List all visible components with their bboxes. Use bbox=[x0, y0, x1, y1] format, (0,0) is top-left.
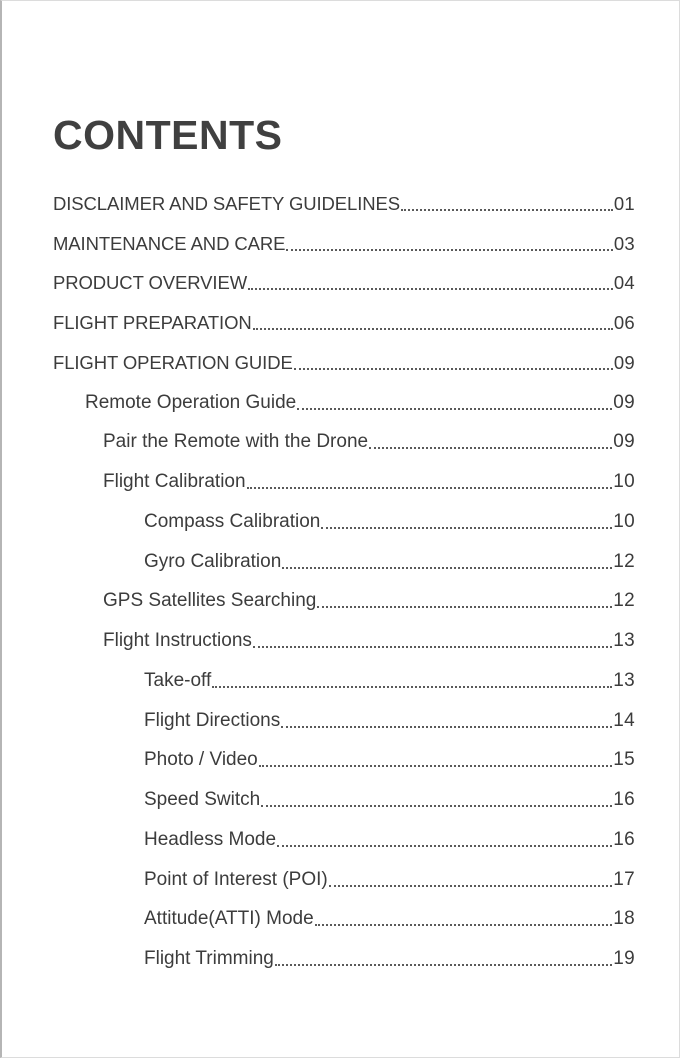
toc-entry[interactable] bbox=[2, 621, 680, 661]
toc-entry[interactable] bbox=[2, 542, 680, 582]
toc-entry-label: PRODUCT OVERVIEW bbox=[53, 272, 248, 294]
toc-entry-page-number: 01 bbox=[613, 192, 635, 214]
toc-entry[interactable] bbox=[2, 661, 680, 701]
toc-entry-label: DISCLAIMER AND SAFETY GUIDELINES bbox=[53, 192, 401, 214]
toc-entry[interactable] bbox=[2, 939, 680, 979]
dot-leader bbox=[247, 487, 613, 489]
dot-leader bbox=[315, 924, 613, 926]
toc-entry[interactable] bbox=[2, 224, 680, 264]
dot-leader bbox=[329, 885, 613, 887]
dot-leader bbox=[321, 527, 612, 529]
toc-entry-label: Photo / Video bbox=[144, 749, 258, 771]
toc-entry[interactable] bbox=[2, 303, 680, 343]
dot-leader bbox=[369, 447, 612, 449]
toc-entry-page-number: 15 bbox=[613, 749, 635, 771]
toc-entry-page-number: 18 bbox=[613, 908, 635, 930]
dot-leader bbox=[261, 805, 612, 807]
toc-entry-label: Flight Directions bbox=[144, 709, 281, 731]
toc-entry[interactable] bbox=[2, 860, 680, 900]
toc-entry-page-number: 19 bbox=[613, 948, 635, 970]
toc-entry-label: Speed Switch bbox=[144, 789, 261, 811]
dot-leader bbox=[401, 209, 613, 211]
dot-leader bbox=[286, 249, 612, 251]
toc-entry-label: Remote Operation Guide bbox=[85, 391, 297, 413]
toc-entry-page-number: 12 bbox=[613, 550, 635, 572]
toc-entry[interactable] bbox=[2, 343, 680, 383]
toc-entry-label: Point of Interest (POI) bbox=[144, 868, 328, 890]
toc-entry[interactable] bbox=[2, 820, 680, 860]
toc-entry-page-number: 04 bbox=[613, 272, 635, 294]
dot-leader bbox=[317, 606, 612, 608]
toc-entry-page-number: 09 bbox=[613, 391, 635, 413]
toc-entry[interactable] bbox=[2, 383, 680, 423]
toc-entry-label: Headless Mode bbox=[144, 828, 277, 850]
toc-entry[interactable] bbox=[2, 184, 680, 224]
toc-entry-label: Gyro Calibration bbox=[144, 550, 282, 572]
toc-entry[interactable] bbox=[2, 423, 680, 463]
toc-entry-label: Flight Calibration bbox=[103, 471, 246, 493]
table-of-contents bbox=[2, 184, 680, 979]
toc-entry-label: MAINTENANCE AND CARE bbox=[53, 232, 286, 254]
toc-entry-page-number: 06 bbox=[613, 312, 635, 334]
toc-entry-label: Flight Instructions bbox=[103, 630, 252, 652]
dot-leader bbox=[259, 765, 613, 767]
dot-leader bbox=[253, 328, 613, 330]
toc-entry-page-number: 10 bbox=[613, 471, 635, 493]
dot-leader bbox=[248, 288, 613, 290]
toc-entry-label: GPS Satellites Searching bbox=[103, 590, 317, 612]
dot-leader bbox=[294, 368, 613, 370]
dot-leader bbox=[277, 845, 612, 847]
dot-leader bbox=[212, 686, 612, 688]
toc-entry-page-number: 16 bbox=[613, 828, 635, 850]
toc-entry[interactable] bbox=[2, 502, 680, 542]
toc-entry-page-number: 09 bbox=[613, 431, 635, 453]
dot-leader bbox=[253, 646, 612, 648]
toc-entry-page-number: 16 bbox=[613, 789, 635, 811]
toc-entry[interactable] bbox=[2, 701, 680, 741]
toc-entry-page-number: 14 bbox=[613, 709, 635, 731]
toc-entry[interactable] bbox=[2, 462, 680, 502]
toc-entry-page-number: 12 bbox=[613, 590, 635, 612]
dot-leader bbox=[282, 567, 612, 569]
toc-entry-label: Take-off bbox=[144, 669, 212, 691]
dot-leader bbox=[275, 964, 612, 966]
contents-title: CONTENTS bbox=[53, 112, 283, 158]
toc-entry-page-number: 09 bbox=[613, 351, 635, 373]
toc-entry-page-number: 13 bbox=[613, 630, 635, 652]
toc-entry[interactable] bbox=[2, 582, 680, 622]
toc-entry-label: Attitude(ATTI) Mode bbox=[144, 908, 314, 930]
dot-leader bbox=[281, 726, 612, 728]
toc-entry-label: FLIGHT OPERATION GUIDE bbox=[53, 351, 293, 373]
toc-entry-page-number: 10 bbox=[613, 510, 635, 532]
toc-entry[interactable] bbox=[2, 741, 680, 781]
toc-entry[interactable] bbox=[2, 264, 680, 304]
toc-entry[interactable] bbox=[2, 900, 680, 940]
dot-leader bbox=[297, 408, 612, 410]
toc-entry-page-number: 13 bbox=[613, 669, 635, 691]
toc-entry-page-number: 03 bbox=[613, 232, 635, 254]
toc-entry-label: FLIGHT PREPARATION bbox=[53, 312, 252, 334]
toc-entry-label: Flight Trimming bbox=[144, 948, 274, 970]
toc-entry[interactable] bbox=[2, 780, 680, 820]
toc-entry-page-number: 17 bbox=[613, 868, 635, 890]
toc-entry-label: Pair the Remote with the Drone bbox=[103, 431, 369, 453]
toc-entry-label: Compass Calibration bbox=[144, 510, 321, 532]
